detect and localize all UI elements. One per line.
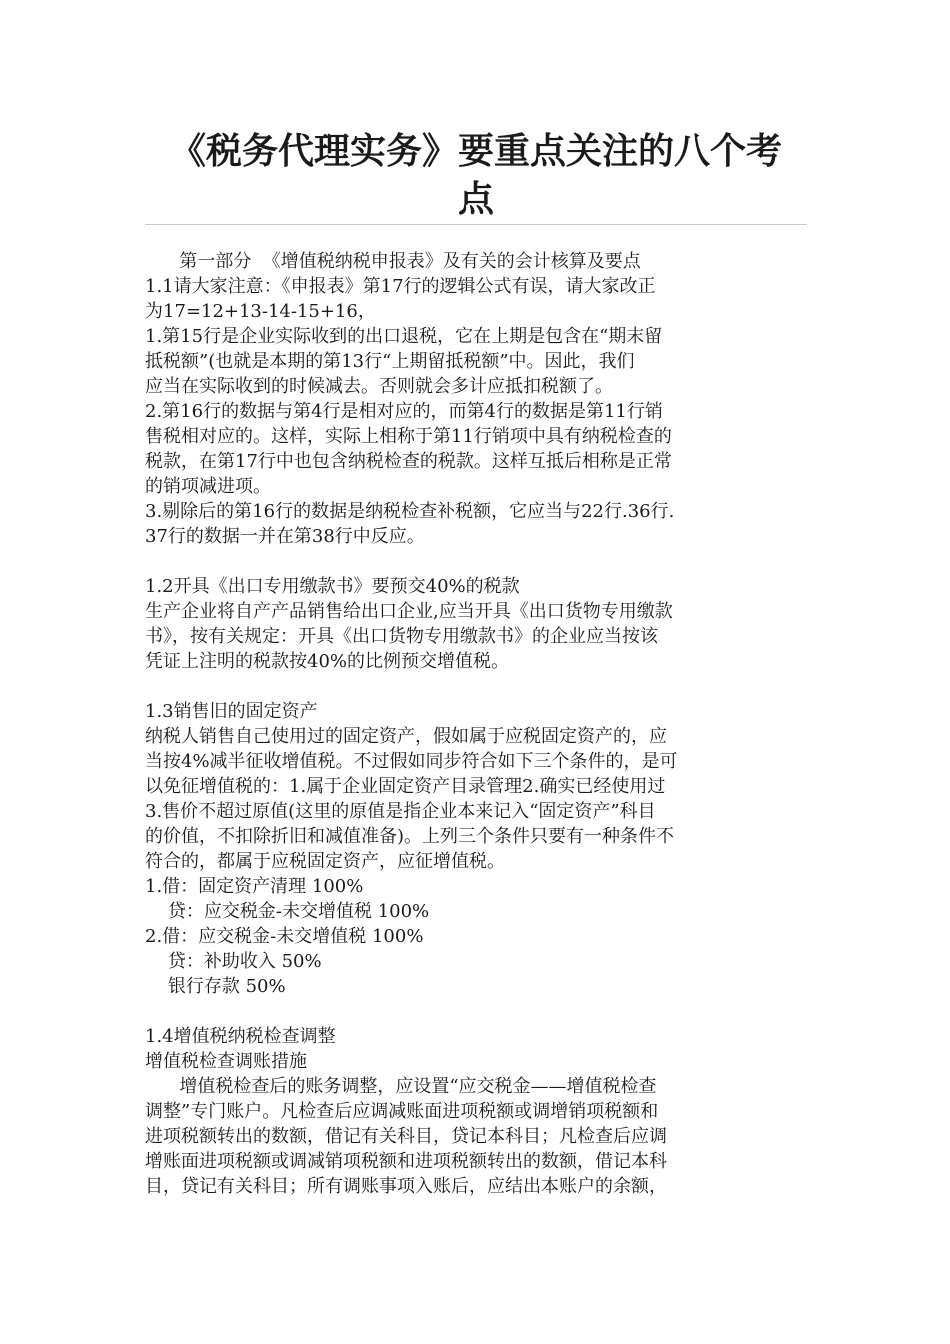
text-line: 37行的数据一并在第38行中反应。 bbox=[145, 526, 425, 547]
title-divider bbox=[145, 224, 807, 225]
text-line: 2.借：应交税金-未交增值税 100% bbox=[145, 926, 424, 947]
text-line: 3.售价不超过原值(这里的原值是指企业本来记入“固定资产”科目 bbox=[145, 801, 656, 822]
text-line: 1.第15行是企业实际收到的出口退税，它在上期是包含在“期末留 bbox=[145, 326, 663, 347]
text-line: 生产企业将自产产品销售给出口企业,应当开具《出口货物专用缴款 bbox=[145, 601, 673, 622]
text-line: 为17=12+13-14-15+16， bbox=[145, 301, 376, 322]
text-line: 凭证上注明的税款按40%的比例预交增值税。 bbox=[145, 651, 510, 672]
title-line-2: 点 bbox=[457, 179, 494, 220]
blank-line bbox=[145, 674, 810, 699]
text-line: 贷：应交税金-未交增值税 100% bbox=[145, 901, 430, 922]
text-line: 增值税检查后的账务调整，应设置“应交税金——增值税检查 bbox=[145, 1076, 657, 1097]
text-line: 1.3销售旧的固定资产 bbox=[145, 701, 318, 722]
title-line-1: 《税务代理实务》要重点关注的八个考 bbox=[169, 131, 782, 172]
text-line: 第一部分 《增值税纳税申报表》及有关的会计核算及要点 bbox=[145, 251, 641, 272]
document-title bbox=[145, 128, 807, 224]
text-line: 纳税人销售自己使用过的固定资产，假如属于应税固定资产的，应 bbox=[145, 726, 667, 747]
text-line: 应当在实际收到的时候减去。否则就会多计应抵扣税额了。 bbox=[145, 376, 613, 397]
text-line: 以免征增值税的：1.属于企业固定资产目录管理2.确实已经使用过 bbox=[145, 776, 666, 797]
text-line: 进项税额转出的数额，借记有关科目，贷记本科目；凡检查后应调 bbox=[145, 1126, 667, 1147]
text-line: 增值税检查调账措施 bbox=[145, 1051, 307, 1072]
document-body bbox=[145, 249, 810, 1199]
text-line: 3.剔除后的第16行的数据是纳税检查补税额，它应当与22行.36行. bbox=[145, 501, 675, 522]
text-line: 1.借：固定资产清理 100% bbox=[145, 876, 364, 897]
text-line: 税款，在第17行中也包含纳税检查的税款。这样互抵后相称是正常 bbox=[145, 451, 672, 472]
text-line: 2.第16行的数据与第4行是相对应的，而第4行的数据是第11行销 bbox=[145, 401, 663, 422]
text-line: 符合的，都属于应税固定资产，应征增值税。 bbox=[145, 851, 505, 872]
text-line: 抵税额”(也就是本期的第13行“上期留抵税额”中。因此，我们 bbox=[145, 351, 635, 372]
text-line: 售税相对应的。这样，实际上相称于第11行销项中具有纳税检查的 bbox=[145, 426, 672, 447]
text-line: 书》，按有关规定：开具《出口货物专用缴款书》的企业应当按该 bbox=[145, 626, 658, 647]
blank-line bbox=[145, 999, 810, 1024]
text-line: 1.1请大家注意：《申报表》第17行的逻辑公式有误，请大家改正 bbox=[145, 276, 656, 297]
blank-line bbox=[145, 549, 810, 574]
text-line: 调整”专门账户。凡检查后应调减账面进项税额或调增销项税额和 bbox=[145, 1101, 659, 1122]
text-line: 1.2开具《出口专用缴款书》要预交40%的税款 bbox=[145, 576, 520, 597]
text-line: 的销项减进项。 bbox=[145, 476, 271, 497]
text-line: 目，贷记有关科目；所有调账事项入账后，应结出本账户的余额， bbox=[145, 1176, 667, 1197]
text-line: 当按4%减半征收增值税。不过假如同步符合如下三个条件的，是可 bbox=[145, 751, 678, 772]
text-line: 增账面进项税额或调减销项税额和进项税额转出的数额，借记本科 bbox=[145, 1151, 667, 1172]
text-line: 的价值，不扣除折旧和减值准备)。上列三个条件只要有一种条件不 bbox=[145, 826, 675, 847]
text-line: 贷：补助收入 50% bbox=[145, 951, 322, 972]
text-line: 银行存款 50% bbox=[145, 976, 286, 997]
text-line: 1.4增值税纳税检查调整 bbox=[145, 1026, 336, 1047]
